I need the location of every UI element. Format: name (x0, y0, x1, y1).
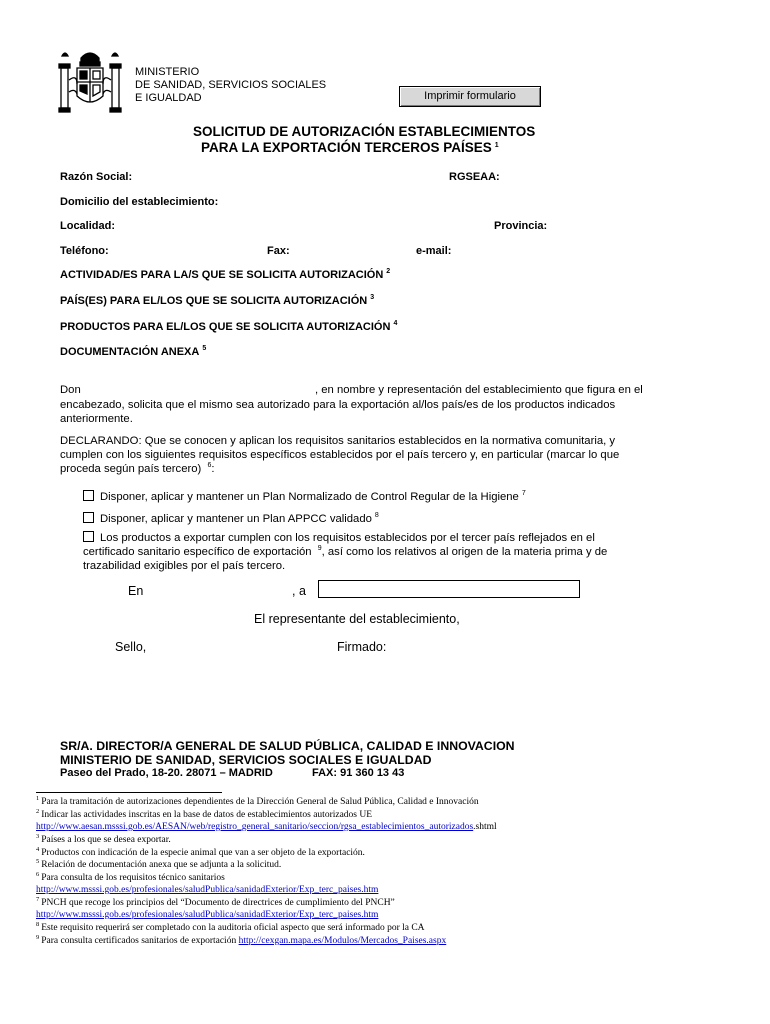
date-input[interactable] (318, 580, 580, 598)
checkbox-certificado[interactable] (83, 531, 94, 542)
email-label: e-mail: (416, 245, 452, 257)
section-paises: PAÍS(ES) PARA EL/LOS QUE SE SOLICITA AUTORIZACIÓN $^3$ (60, 294, 375, 307)
localidad-label: Localidad: (60, 220, 116, 232)
don-continuation: , en nombre y representación del establecimiento que figura en el (315, 384, 643, 396)
footnote-7-link[interactable]: http://www.msssi.gob.es/profesionales/saludPublica/sanidadExterior/Exp_terc_paises.htm (36, 910, 379, 920)
title-line-1: SOLICITUD DE AUTORIZACIÓN ESTABLECIMIENTOS (193, 124, 536, 139)
coat-of-arms-logo (55, 44, 125, 118)
declarando-paragraph: DECLARANDO: Que se conocen y aplican los requisitos sanitarios establecidos en la normativa comunitaria, y cumplen con los siguientes requisitos específicos establecidos por el país tercero y, en particular (marcar lo que proceda según país tercero) $^6$: (60, 435, 620, 475)
section-productos: PRODUCTOS PARA EL/LOS QUE SE SOLICITA AUTORIZACIÓN $^4$ (60, 320, 398, 333)
footnote-9-link[interactable]: http://cexgan.mapa.es/Modulos/Mercados_Paises.aspx (238, 936, 447, 946)
checkbox-plan-higiene[interactable] (83, 490, 94, 501)
ministry-line-3: E IGUALDAD (135, 92, 202, 104)
footnote-6: $^6$ Para consulta de los requisitos técnico sanitarios (36, 871, 225, 883)
title-note: 1 (494, 142, 499, 149)
footnote-2: $^2$ Indicar las actividades inscritas en la base de datos de establecimientos autorizados UE (36, 808, 373, 820)
addressee-line-1: SR/A. DIRECTOR/A GENERAL DE SALUD PÚBLICA, CALIDAD E INNOVACION (60, 739, 515, 753)
form-title (0, 124, 770, 156)
footnote-7: $^7$ PNCH que recoge los principios del “Documento de directrices de cumplimiento del PNCH” (36, 896, 395, 908)
addressee-address: Paseo del Prado, 18-20. 28071 – MADRID (60, 767, 273, 779)
request-paragraph: encabezado, solicita que el mismo sea autorizado para la exportación al/los país/es de los productos indicados anteriormente. (60, 399, 616, 425)
footnote-8: $^8$ Este requisito requerirá ser completado con la auditoria oficial aspecto que será informado por la CA (36, 921, 425, 933)
ministry-name (135, 66, 326, 105)
representante-label: El representante del establecimiento, (254, 612, 460, 626)
option-appcc: Disponer, aplicar y mantener un Plan APPCC validado $^8$ (83, 512, 379, 525)
option-plan-higiene: Disponer, aplicar y mantener un Plan Normalizado de Control Regular de la Higiene $^7$ (83, 490, 526, 503)
footnote-2-link[interactable]: http://www.aesan.msssi.gob.es/AESAN/web/registro_general_sanitario/seccion/rgsa_establecimientos_autorizados (36, 822, 474, 832)
footnote-1: $^1$ Para la tramitación de autorizaciones dependientes de la Dirección General de Salud Pública, Calidad e Innovación (36, 795, 479, 807)
addressee-fax: FAX: 91 360 13 43 (312, 767, 405, 779)
section-documentacion: DOCUMENTACIÓN ANEXA $^5$ (60, 345, 207, 358)
domicilio-label: Domicilio del establecimiento: (60, 196, 219, 208)
section-actividades: ACTIVIDAD/ES PARA LA/S QUE SE SOLICITA AUTORIZACIÓN $^2$ (60, 268, 391, 281)
checkbox-appcc[interactable] (83, 512, 94, 523)
print-form-button[interactable]: Imprimir formulario (399, 86, 541, 107)
addressee-block (60, 739, 515, 767)
ministry-line-2: DE SANIDAD, SERVICIOS SOCIALES (135, 79, 327, 91)
a-label: , a (292, 584, 306, 598)
fax-label: Fax: (267, 245, 290, 257)
footnote-5: $^5$ Relación de documentación anexa que se adjunta a la solicitud. (36, 858, 282, 870)
footnote-2-link-row: http://www.aesan.msssi.gob.es/AESAN/web/registro_general_sanitario/seccion/rgsa_establecimientos_autorizados.shtml (36, 822, 497, 832)
ministry-line-1: MINISTERIO (135, 66, 200, 78)
footnote-7-link-row (36, 910, 378, 920)
title-line-2: PARA LA EXPORTACIÓN TERCEROS PAÍSES (201, 140, 492, 155)
sello-label: Sello, (115, 640, 147, 654)
footnote-separator (36, 792, 222, 793)
provincia-label: Provincia: (494, 220, 548, 232)
addressee-line-2: MINISTERIO DE SANIDAD, SERVICIOS SOCIALES E IGUALDAD (60, 753, 432, 767)
footnote-4: $^4$ Productos con indicación de la especie animal que van a ser objeto de la exportación. (36, 846, 365, 858)
footnote-6-link[interactable]: http://www.msssi.gob.es/profesionales/saludPublica/sanidadExterior/Exp_terc_paises.htm (36, 885, 379, 895)
don-label: Don (60, 384, 81, 396)
firmado-label: Firmado: (337, 640, 387, 654)
option-certificado: Los productos a exportar cumplen con los requisitos establecidos por el tercer país reflejados en el certificado sanitario específico de exportación $^9$, así como los relativos al origen de la materia prima y de trazabilidad exigibles por el país tercero. (83, 532, 608, 572)
footnote-9: $^9$ Para consulta certificados sanitarios de exportación http://cexgan.mapa.es/Modulos/Mercados_Paises.aspx (36, 934, 447, 946)
en-label: En (128, 584, 144, 598)
footnote-3: $^3$ Países a los que se desea exportar. (36, 833, 171, 845)
footnote-6-link-row (36, 885, 378, 895)
rgseaa-label: RGSEAA: (449, 171, 500, 183)
razon-social-label: Razón Social: (60, 171, 133, 183)
telefono-label: Teléfono: (60, 245, 109, 257)
